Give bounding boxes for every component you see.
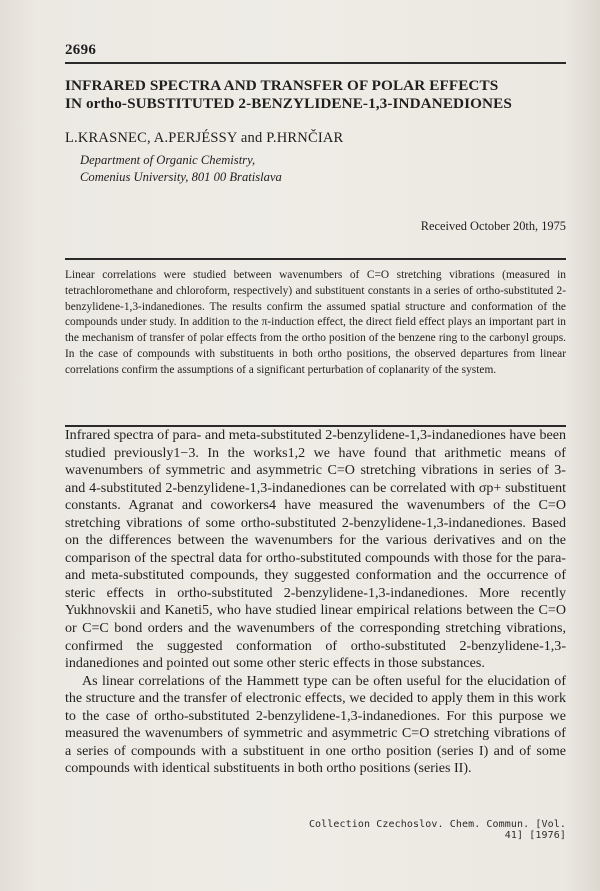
body-paragraph-1: Infrared spectra of para- and meta-substituted 2-benzylidene-1,3-indanediones have been studied previously1−3. In the works1,2 we have found that arithmetic means of wavenumbers of symmetric and asymmetric C=O stretching vibrations in series of 3- and 4-substituted 2-benzylidene-1,3-indanediones can be correlated with σp+ substituent constants. Agranat and coworkers4 have measured the wavenumbers of the C=O stretching vibrations of some ortho-substituted 2-benzylidene-1,3-indanediones. Based on the differences between the wavenumbers for the various derivatives and on the comparison of the spectral data for ortho-substituted compounds with those for the para- and meta-substituted compounds, they suggested conformation and the occurrence of steric effects in ortho-substituted 2-benzylidene-1,3-indanediones. More recently Yukhnovskii and Kaneti5, who have studied linear empirical relations between the C=O or C=C bond orders and the wavenumbers of the corresponding stretching vibrations, confirmed the suggested conformation of ortho-substituted 2-benzylidene-1,3-indanediones and pointed out some other steric effects in those substances.	[65, 427, 566, 672]
received-date: Received October 20th, 1975	[420, 219, 566, 233]
journal-footer: Collection Czechoslov. Chem. Commun. [Vol. 41] [1976]	[308, 819, 566, 841]
affiliation-line-1: Department of Organic Chemistry,	[80, 153, 256, 167]
title-line-1: INFRARED SPECTRA AND TRANSFER OF POLAR EFFECTS	[65, 77, 499, 94]
author-list: L.KRASNEC, A.PERJÉSSY and P.HRNČIAR	[65, 130, 344, 146]
title-line-2: IN ortho-SUBSTITUTED 2-BENZYLIDENE-1,3-INDANEDIONES	[65, 95, 512, 112]
page-number: 2696	[65, 42, 97, 58]
body-paragraph-2: As linear correlations of the Hammett type can be often useful for the elucidation of the structure and the transfer of electronic effects, we decided to apply them in this work to the case of ortho-substituted 2-benzylidene-1,3-indanediones. For this purpose we measured the wavenumbers of symmetric and asymmetric C=O stretching vibrations of a series of compounds with a substituent in one ortho position (series I) and of some compounds with identical substituents in both ortho positions (series II).	[65, 672, 566, 777]
body-text	[65, 427, 566, 778]
article-title	[65, 77, 575, 113]
affiliation	[80, 152, 282, 186]
abstract: Linear correlations were studied between wavenumbers of C=O stretching vibrations (measured in tetrachloromethane and chloroform, respectively) and substituent constants in a series of ortho-substituted 2-benzylidene-1,3-indanediones. The results confirm the assumed spatial structure and conformation of the compounds under study. In addition to the π-induction effect, the direct field effect plays an important part in the mechanism of transfer of polar effects from the ortho position of the benzene ring to the carbonyl groups. In the case of compounds with substituents in both ortho positions, the observed departures from linear correlations confirm the assumptions of a significant perturbation of coplanarity of the system.	[65, 269, 566, 376]
affiliation-line-2: Comenius University, 801 00 Bratislava	[80, 170, 282, 184]
header-rule	[65, 62, 566, 64]
abstract-top-rule	[65, 258, 566, 260]
